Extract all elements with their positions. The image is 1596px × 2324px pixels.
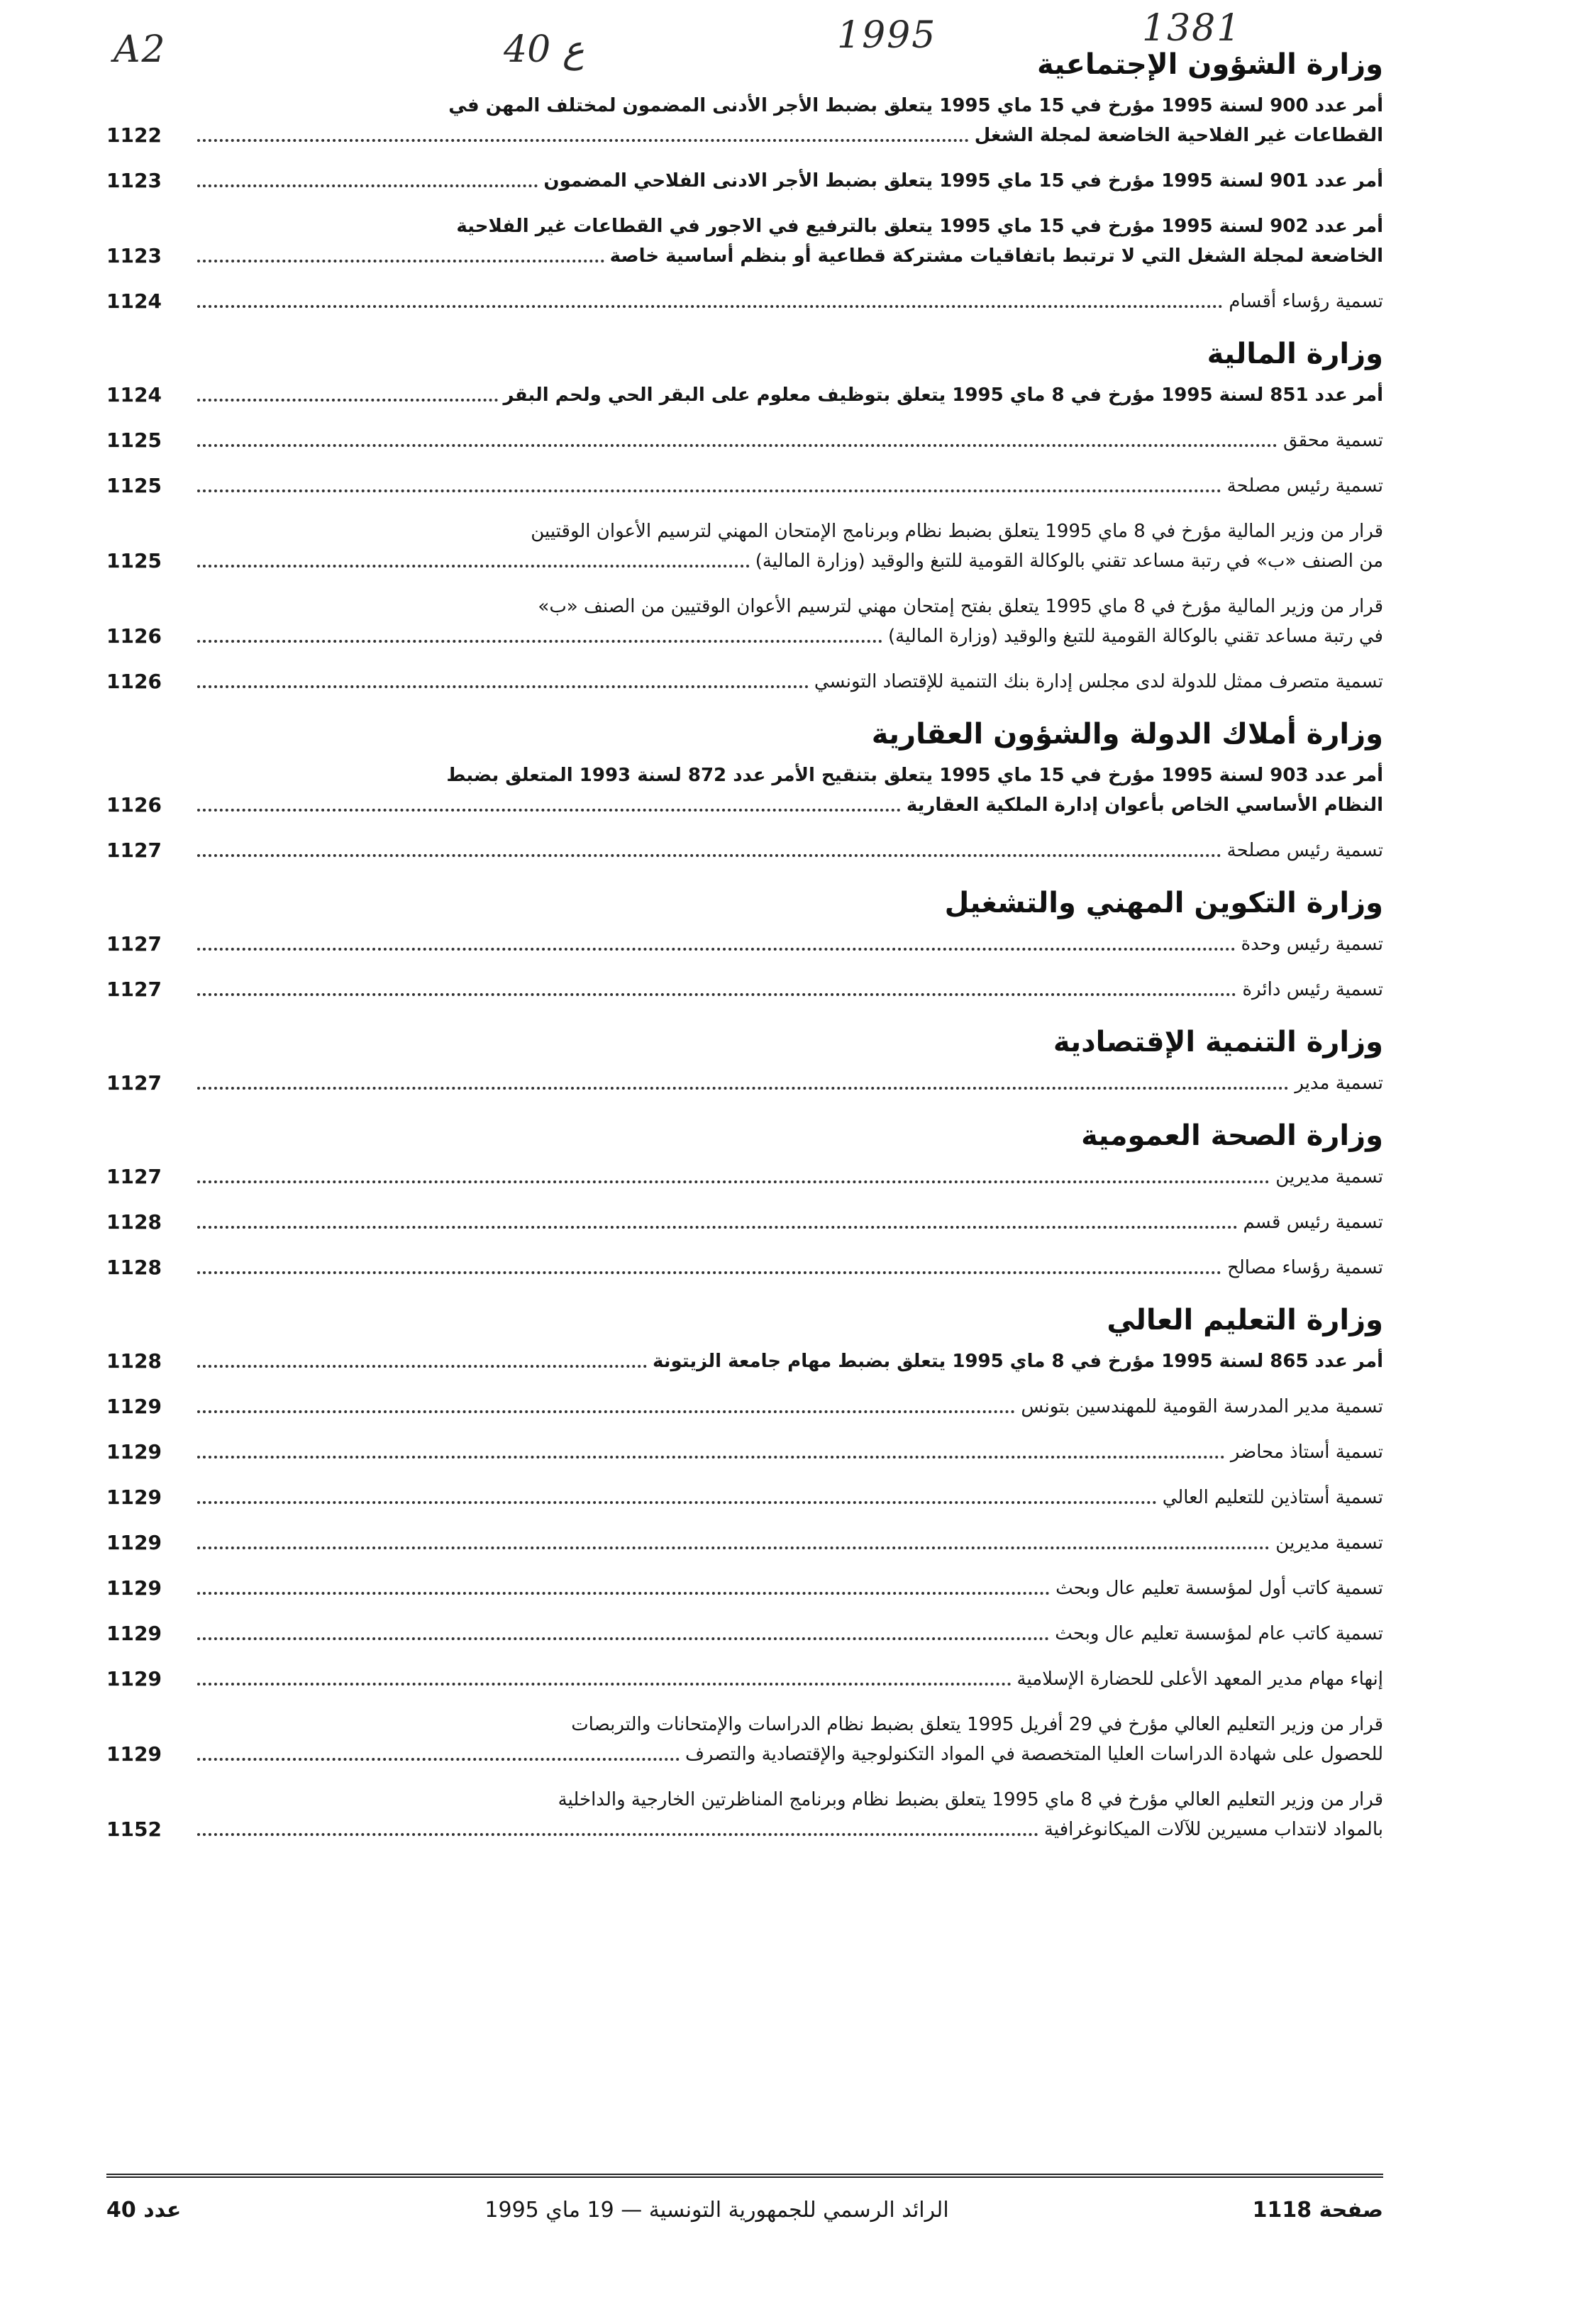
entry-page-number: 1129	[106, 1576, 162, 1600]
leader-dots	[197, 640, 882, 643]
entry-text: أمر عدد 903 لسنة 1995 مؤرخ في 15 ماي 1995 يتعلق بتنقيح الأمر عدد 872 لسنة 1993 المتعلق بضبط	[446, 765, 1383, 786]
leader-dots	[197, 489, 1221, 492]
toc-entry	[106, 1710, 1383, 1769]
entry-text: بالمواد لانتداب مسيرين للآلات الميكانوغرافية	[1043, 1819, 1383, 1840]
ministry-section	[106, 43, 1383, 316]
ministry-section	[106, 1020, 1383, 1098]
toc-entry	[106, 1785, 1383, 1844]
ministry-heading: وزارة أملاك الدولة والشؤون العقارية	[871, 718, 1383, 751]
entry-page-number: 1128	[106, 1210, 162, 1234]
entry-page-number: 1122	[106, 123, 162, 147]
toc-entry	[106, 211, 1383, 271]
leader-dots	[197, 948, 1236, 951]
entry-page-number: 1127	[106, 1071, 162, 1095]
entry-text: إنهاء مهام مدير المعهد الأعلى للحضارة الإسلامية	[1016, 1669, 1383, 1690]
toc-entry	[106, 1483, 1383, 1512]
entry-text: تسمية رؤساء أقسام	[1229, 291, 1383, 312]
leader-dots	[197, 1758, 680, 1761]
leader-dots	[197, 1087, 1289, 1090]
entry-text: تسمية كاتب عام لمؤسسة تعليم عال وبحث	[1055, 1623, 1383, 1644]
page-number: صفحة 1118	[1252, 2198, 1383, 2223]
toc-entry	[106, 760, 1383, 820]
leader-dots	[197, 305, 1223, 308]
leader-dots	[197, 1501, 1157, 1504]
entry-page-number: 1123	[106, 169, 162, 192]
entry-page-number: 1126	[106, 793, 162, 817]
leader-dots	[197, 854, 1221, 857]
entry-page-number: 1129	[106, 1622, 162, 1645]
toc-entry	[106, 929, 1383, 959]
toc-entry	[106, 1162, 1383, 1192]
entry-page-number: 1129	[106, 1742, 162, 1766]
leader-dots	[197, 1456, 1225, 1459]
footer-rule	[106, 2174, 1383, 2178]
entry-page-number: 1129	[106, 1485, 162, 1509]
ministry-heading: وزارة التنمية الإقتصادية	[1053, 1026, 1383, 1058]
leader-dots	[197, 1546, 1270, 1549]
leader-dots	[197, 444, 1278, 447]
entry-text: تسمية رئيس دائرة	[1242, 979, 1383, 1000]
leader-dots	[197, 685, 809, 688]
leader-dots	[197, 1180, 1270, 1183]
leader-dots	[197, 1365, 647, 1368]
toc-entry	[106, 91, 1383, 150]
entry-text: النظام الأساسي الخاص بأعوان إدارة الملكية العقارية	[906, 795, 1383, 816]
toc-entry	[106, 1068, 1383, 1098]
toc-entry	[106, 426, 1383, 455]
entry-page-number: 1127	[106, 1165, 162, 1188]
ministry-heading: وزارة التعليم العالي	[1107, 1304, 1383, 1337]
entry-page-number: 1129	[106, 1440, 162, 1463]
entry-text: أمر عدد 901 لسنة 1995 مؤرخ في 15 ماي 1995 يتعلق بضبط الأجر الادنى الفلاحي المضمون	[543, 170, 1383, 192]
leader-dots	[197, 993, 1236, 996]
entry-page-number: 1152	[106, 1817, 162, 1841]
entry-text: تسمية مدير	[1295, 1073, 1383, 1094]
entry-page-number: 1127	[106, 932, 162, 956]
entry-text: تسمية مدير المدرسة القومية للمهندسين بتونس	[1021, 1396, 1383, 1417]
ministry-section	[106, 881, 1383, 1005]
entry-page-number: 1129	[106, 1667, 162, 1691]
table-of-contents	[106, 43, 1383, 1860]
entry-text: القطاعات غير الفلاحية الخاضعة لمجلة الشغل	[974, 125, 1383, 146]
leader-dots	[197, 1271, 1221, 1274]
ministry-heading: وزارة المالية	[1207, 338, 1383, 370]
entry-page-number: 1127	[106, 839, 162, 862]
entry-text: تسمية أستاذ محاضر	[1230, 1442, 1383, 1463]
entry-text: أمر عدد 851 لسنة 1995 مؤرخ في 8 ماي 1995 يتعلق بتوظيف معلوم على البقر الحي ولحم البقر	[503, 384, 1383, 406]
entry-text: تسمية رئيس مصلحة	[1226, 475, 1383, 497]
ministry-heading: وزارة التكوين المهني والتشغيل	[944, 887, 1383, 919]
ministry-section	[106, 1298, 1383, 1844]
entry-page-number: 1125	[106, 474, 162, 497]
entry-page-number: 1129	[106, 1531, 162, 1554]
entry-page-number: 1126	[106, 624, 162, 648]
entry-page-number: 1127	[106, 978, 162, 1001]
toc-entry	[106, 1346, 1383, 1376]
toc-entry	[106, 1392, 1383, 1422]
toc-entry	[106, 1528, 1383, 1558]
entry-text: تسمية رئيس مصلحة	[1226, 840, 1383, 861]
leader-dots	[197, 1637, 1049, 1640]
toc-entry	[106, 667, 1383, 697]
toc-entry	[106, 1437, 1383, 1467]
leader-dots	[197, 1683, 1012, 1686]
toc-entry	[106, 380, 1383, 410]
ministry-section	[106, 1114, 1383, 1283]
entry-text: تسمية متصرف ممثل للدولة لدى مجلس إدارة بنك التنمية للإقتصاد التونسي	[814, 671, 1383, 692]
entry-page-number: 1125	[106, 428, 162, 452]
toc-entry	[106, 1207, 1383, 1237]
toc-entry	[106, 516, 1383, 576]
ministry-section	[106, 332, 1383, 697]
entry-text: أمر عدد 865 لسنة 1995 مؤرخ في 8 ماي 1995 يتعلق بضبط مهام جامعة الزيتونة	[652, 1351, 1383, 1372]
entry-page-number: 1129	[106, 1395, 162, 1418]
toc-entry	[106, 1253, 1383, 1283]
entry-text: تسمية كاتب أول لمؤسسة تعليم عال وبحث	[1055, 1578, 1383, 1599]
toc-entry	[106, 166, 1383, 196]
entry-page-number: 1124	[106, 383, 162, 406]
handwritten-note: 1381	[1142, 7, 1242, 50]
leader-dots	[197, 260, 604, 262]
entry-text: قرار من وزير المالية مؤرخ في 8 ماي 1995 يتعلق بفتح إمتحان مهني لترسيم الأعوان الوقتيين من الصنف «ب»	[538, 596, 1383, 617]
leader-dots	[197, 1833, 1038, 1836]
leader-dots	[197, 565, 750, 568]
entry-text: في رتبة مساعد تقني بالوكالة القومية للتبغ والوقيد (وزارة المالية)	[887, 626, 1383, 647]
entry-page-number: 1123	[106, 244, 162, 267]
handwritten-note: A2	[113, 28, 167, 71]
entry-text: للحصول على شهادة الدراسات العليا المتخصصة في المواد التكنولوجية والإقتصادية والتصرف	[685, 1744, 1383, 1765]
issue-number: عدد 40	[106, 2198, 182, 2223]
entry-text: قرار من وزير التعليم العالي مؤرخ في 8 ماي 1995 يتعلق بضبط نظام وبرنامج المناظرتين الخارجية والداخلية	[558, 1789, 1383, 1810]
toc-entry	[106, 1619, 1383, 1649]
leader-dots	[197, 809, 901, 812]
entry-text: تسمية مديرين	[1275, 1166, 1383, 1188]
entry-text: أمر عدد 900 لسنة 1995 مؤرخ في 15 ماي 1995 يتعلق بضبط الأجر الأدنى المضمون لمختلف المهن في	[448, 95, 1383, 116]
handwritten-note: 40 ع	[504, 28, 584, 71]
footer	[106, 2198, 1383, 2223]
entry-text: تسمية رئيس وحدة	[1241, 934, 1383, 955]
ministry-heading: وزارة الشؤون الإجتماعية	[1036, 48, 1383, 81]
toc-entry	[106, 1573, 1383, 1603]
leader-dots	[197, 184, 538, 187]
entry-text: الخاضعة لمجلة الشغل التي لا ترتبط باتفاقيات مشتركة قطاعية أو بنظم أساسية خاصة	[609, 245, 1383, 267]
ministry-heading: وزارة الصحة العمومية	[1081, 1119, 1383, 1152]
entry-text: من الصنف «ب» في رتبة مساعد تقني بالوكالة القومية للتبغ والوقيد (وزارة المالية)	[755, 550, 1383, 572]
handwritten-note: 1995	[837, 14, 937, 57]
entry-text: تسمية رئيس قسم	[1243, 1212, 1383, 1233]
entry-text: تسمية أستاذين للتعليم العالي	[1162, 1487, 1383, 1508]
entry-page-number: 1128	[106, 1256, 162, 1279]
entry-page-number: 1124	[106, 289, 162, 313]
journal-title: الرائد الرسمي للجمهورية التونسية — 19 ماي 1995	[484, 2198, 949, 2223]
leader-dots	[197, 399, 498, 402]
toc-entry	[106, 287, 1383, 316]
entry-text: قرار من وزير التعليم العالي مؤرخ في 29 أفريل 1995 يتعلق بضبط نظام الدراسات والإمتحانات والتربصات	[571, 1714, 1383, 1735]
entry-page-number: 1128	[106, 1349, 162, 1373]
leader-dots	[197, 1410, 1015, 1413]
toc-entry	[106, 592, 1383, 651]
toc-entry	[106, 975, 1383, 1005]
toc-entry	[106, 1664, 1383, 1694]
page	[106, 0, 1383, 2324]
entry-page-number: 1126	[106, 670, 162, 693]
entry-text: قرار من وزير المالية مؤرخ في 8 ماي 1995 يتعلق بضبط نظام وبرنامج الإمتحان المهني لترسيم الأعوان الوقتيين	[531, 521, 1383, 542]
entry-page-number: 1125	[106, 549, 162, 572]
entry-text: تسمية مديرين	[1275, 1532, 1383, 1554]
toc-entry	[106, 471, 1383, 501]
leader-dots	[197, 1592, 1050, 1595]
entry-text: أمر عدد 902 لسنة 1995 مؤرخ في 15 ماي 1995 يتعلق بالترفيع في الاجور في القطاعات غير الفلاحية	[456, 216, 1383, 237]
entry-text: تسمية رؤساء مصالح	[1227, 1257, 1383, 1278]
leader-dots	[197, 1226, 1238, 1229]
entry-text: تسمية محقق	[1282, 430, 1383, 451]
toc-entry	[106, 836, 1383, 865]
ministry-section	[106, 712, 1383, 865]
leader-dots	[197, 139, 969, 142]
